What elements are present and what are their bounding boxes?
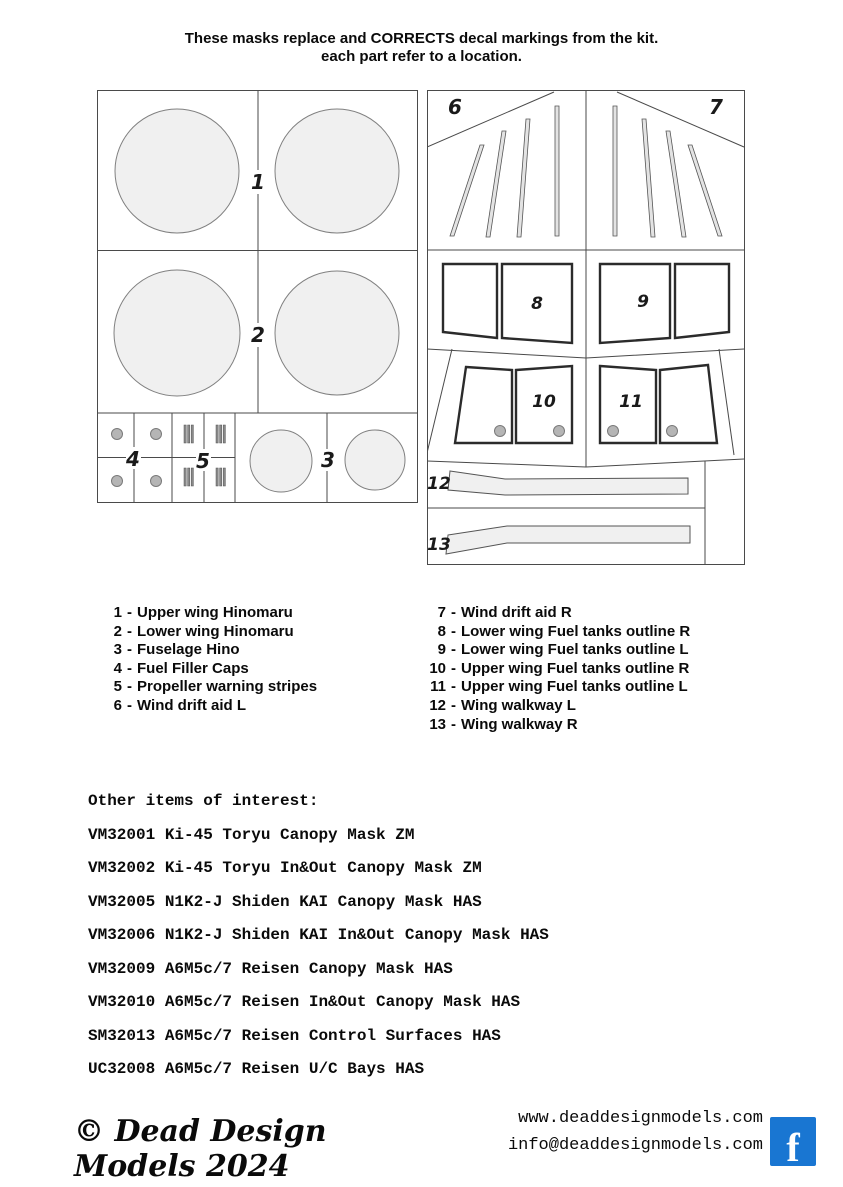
product-item: VM32002 Ki-45 Toryu In&Out Canopy Mask ZM [88,859,482,877]
wind-drift-strip [450,145,484,236]
legend-item [418,716,690,735]
legend-separator: - [451,604,456,621]
product-item: VM32009 A6M5c/7 Reisen Canopy Mask HAS [88,959,453,978]
legend-num: 12 [429,696,446,714]
legend-item [100,604,317,623]
product-item: VM32006 N1K2-J Shiden KAI In&Out Canopy Mask HAS [88,926,549,944]
wind-drift-strip [555,106,559,236]
product-item: SM32013 A6M5c/7 Reisen Control Surfaces HAS [88,1026,501,1045]
fuel-tank-outline [443,264,497,338]
part-number-9: 9 [637,292,649,312]
legend-num: 11 [430,678,446,696]
wind-drift-strip [613,106,617,236]
legend-label: Wing walkway R [461,715,578,733]
contact-block [508,1105,763,1159]
title-line-2: each part refer to a location. [321,48,522,65]
wind-drift-strip [666,131,686,237]
product-item: VM32010 A6M5c/7 Reisen In&Out Canopy Mask HAS [88,993,521,1011]
mask-sheet-right [427,90,745,571]
part-number-11: 11 [619,392,643,412]
part-number-12: 12 [427,474,451,494]
legend-separator: - [127,604,132,621]
wing-walkway-strip [448,471,688,495]
legend-item [418,697,690,716]
wing-edge-line [617,92,744,147]
wing-edge-line [427,92,554,147]
legend-label: Wind drift aid L [137,696,247,714]
fuel-cap-dot [495,426,506,437]
legend-item [418,660,690,679]
legend-item [418,678,690,697]
part-number-1: 1 [251,170,265,194]
legend-separator: - [127,659,132,677]
legend-num: 8 [437,622,446,640]
legend-num: 13 [429,715,446,733]
part-number-2: 2 [251,323,265,347]
legend-separator: - [127,678,132,696]
legend-label: Lower wing Fuel tanks outline R [461,622,691,640]
legend-item [100,660,317,679]
part-number-6: 6 [448,95,462,119]
legend-item [100,623,317,642]
fuel-tank-outline [600,264,670,343]
wind-drift-strip [688,145,722,236]
other-items-section [88,792,549,1094]
legend-separator: - [451,659,456,677]
legend-label: Propeller warning stripes [137,678,318,696]
product-item: UC32008 A6M5c/7 Reisen U/C Bays HAS [88,1060,425,1078]
other-items-title: Other items of interest: [88,792,319,810]
email-link[interactable]: info@deaddesignmodels.com [507,1136,763,1155]
legend-label: Upper wing Fuel tanks outline R [461,659,690,677]
wing-edge-line [719,349,734,455]
fuselage-hino-circle [345,430,405,490]
fuselage-hino-circle [250,430,312,492]
legend-label: Lower wing Fuel tanks outline L [461,641,689,659]
legend-label: Wing walkway L [461,696,576,714]
legend-item [100,641,317,660]
fuel-cap-dot [667,426,678,437]
mask-sheet-right-drawing [427,90,745,566]
fuel-cap-dot [151,476,162,487]
legend-separator: - [451,641,456,659]
part-number-7: 7 [709,95,723,119]
part-number-10: 10 [532,392,556,412]
facebook-icon[interactable] [770,1117,816,1170]
legend-label: Wind drift aid R [461,604,572,621]
fuel-cap-dot [554,426,565,437]
facebook-f-glyph: f [786,1125,800,1170]
legend-separator: - [451,622,456,640]
legend-label: Upper wing Hinomaru [137,604,293,621]
legend-label: Lower wing Hinomaru [137,622,294,640]
legend-item [418,641,690,660]
page-title [0,30,843,66]
legend-item [100,678,317,697]
legend-num: 4 [113,659,122,677]
legend-separator: - [127,622,132,640]
copyright-signature: © Dead Design Models 2024 [74,1114,327,1184]
legend-item [418,623,690,642]
legend-num: 2 [113,622,122,640]
mask-sheet-left [97,90,418,509]
lower-wing-hinomaru-circle [275,271,399,395]
legend-num: 7 [437,604,446,621]
legend-label: Upper wing Fuel tanks outline L [461,678,688,696]
wind-drift-strip [486,131,506,237]
upper-wing-hinomaru-circle [275,109,399,233]
legend-item [418,604,690,623]
legend-num: 10 [429,659,446,677]
wing-edge-line [427,349,452,453]
fuel-cap-dot [112,476,123,487]
wind-drift-strip [642,119,655,237]
title-line-1: These masks replace and CORRECTS decal markings from the kit. [184,30,659,47]
product-item: VM32001 Ki-45 Toryu Canopy Mask ZM [88,825,415,844]
part-number-3: 3 [321,448,335,472]
part-number-13: 13 [427,535,451,555]
legend-separator: - [127,641,132,659]
fuel-cap-dot [112,429,123,440]
fuel-tank-outline [675,264,729,338]
part-number-8: 8 [531,294,543,314]
legend-separator: - [451,696,456,714]
fuel-cap-dot [608,426,619,437]
legend-column-right [418,604,690,734]
legend-num: 9 [437,641,446,659]
legend-num: 5 [113,678,122,696]
upper-wing-hinomaru-circle [115,109,239,233]
legend-item [100,697,317,716]
legend-num: 1 [113,604,122,621]
legend-separator: - [127,696,132,714]
fuel-cap-dot [151,429,162,440]
part-number-5: 5 [196,449,210,473]
legend-column-left [100,604,317,716]
legend-num: 3 [113,641,122,659]
lower-wing-hinomaru-circle [114,270,240,396]
product-item: VM32005 N1K2-J Shiden KAI Canopy Mask HAS [88,892,482,911]
part-number-4: 4 [126,447,140,471]
legend-separator: - [451,678,456,696]
wing-walkway-strip [446,526,690,554]
legend-label: Fuselage Hino [137,641,240,659]
website-link[interactable]: www.deaddesignmodels.com [518,1109,763,1128]
legend-label: Fuel Filler Caps [137,659,249,677]
legend-num: 6 [113,696,122,714]
legend-separator: - [451,715,456,733]
wing-walkway-masks [446,471,690,554]
mask-sheet-left-drawing [97,90,418,504]
wind-drift-strip [517,119,530,237]
